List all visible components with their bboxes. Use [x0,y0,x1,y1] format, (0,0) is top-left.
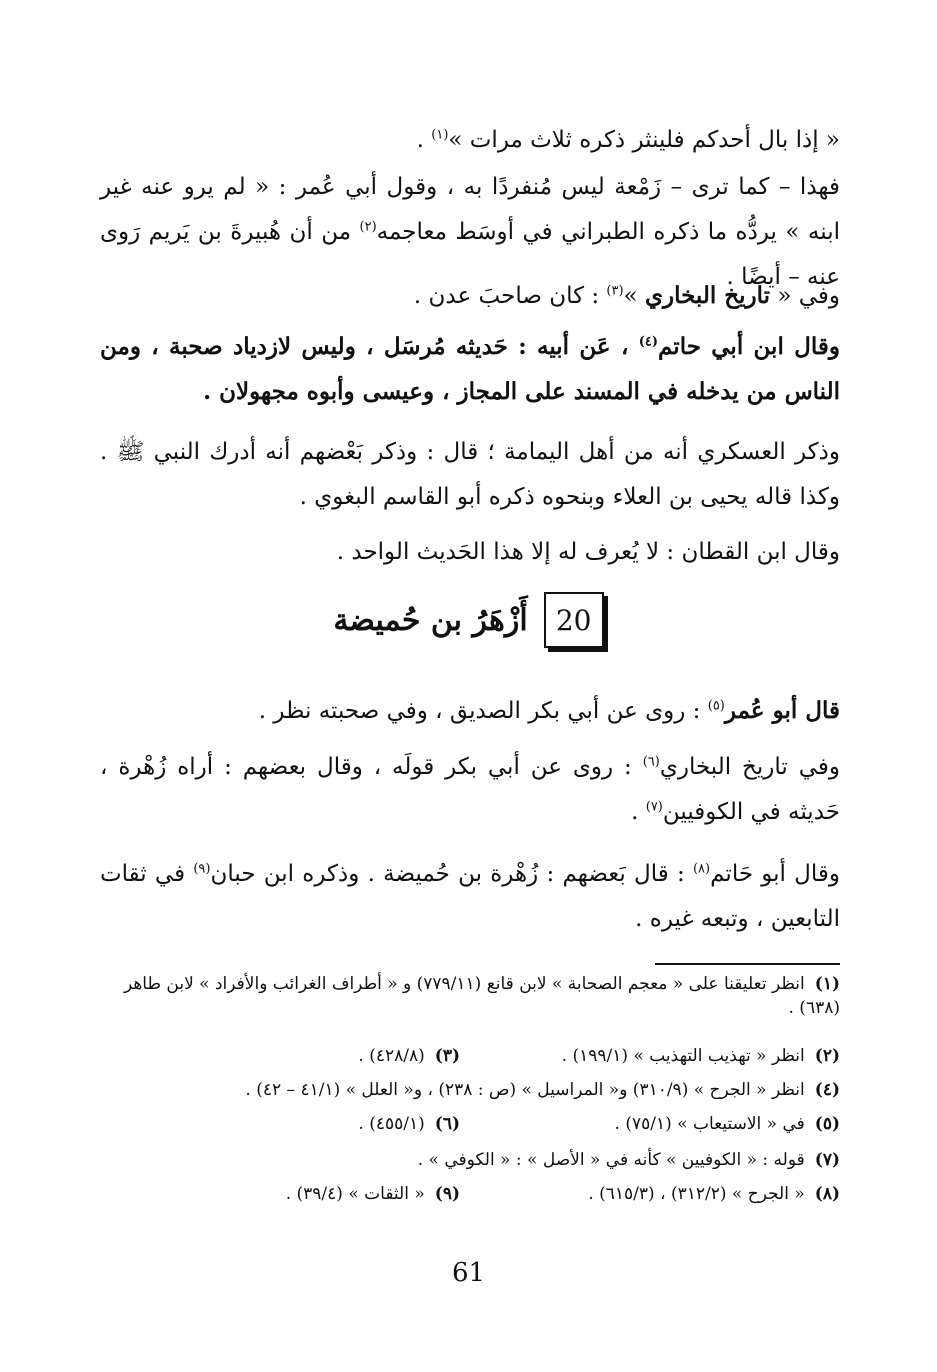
text: من أن هُبيرةَ بن يَريم رَوى عنه – أيضًا . [100,219,840,290]
footnote-number: (٩) [434,1184,460,1204]
footnote-text: في « الاستيعاب » (٧٥/١) . [614,1114,805,1134]
text: : كان صاحبَ عدن . [413,283,607,309]
footnote-4 [100,1078,840,1102]
footnote-text: « الثقات » (٣٩/٤) . [285,1184,425,1204]
footnote-ref[interactable]: (٩) [193,861,211,877]
text: « إذا بال أحدكم فلينثر ذكره ثلاث مرات » [448,127,840,153]
paragraph-1 [100,118,840,163]
text: ، عَن أبيه : حَديثه مُرسَل ، وليس لازدياد صحبة ، ومن الناس من يدخله في المسند على المجاز ، وعيسى وأبوه مجهولان . [100,333,840,405]
footnote-text: انظر « الجرح » (٣١٠/٩) و« المراسيل » (ص : ٢٣٨) ، و« العلل » (٤١/١ – ٤٢) . [245,1080,805,1100]
footnote-number: (٥) [814,1114,840,1134]
text: . [416,127,432,153]
paragraph-4 [100,324,840,414]
entry-number: 20 [555,603,592,637]
text: » [623,283,645,309]
entry-title: أَزْهَرُ بن حُميضة [333,602,528,638]
footnote-number: (٢) [814,1046,840,1066]
footnote-number: (٨) [814,1184,840,1204]
entry-number-box [544,592,604,648]
text: في ثقات التابعين ، وتبعه غيره . [100,861,840,932]
footnote-row-2-3 [100,1044,840,1068]
footnote-ref[interactable]: (٨) [692,861,711,877]
text: : قال بَعضهم : زُهْرة بن حُميضة . وذكره ابن حبان [210,861,693,887]
footnote-ref[interactable]: (١) [431,127,449,143]
text: : روى عن أبي بكر قولَه ، وقال بعضهم : أراه زُهْرة ، حَديثه في الكوفيين [100,754,840,825]
paragraph-8 [100,745,840,835]
footnote-divider [655,963,840,965]
footnote-text: انظر « تهذيب التهذيب » (١٩٩/١) . [561,1046,805,1066]
paragraph-5 [100,430,840,520]
footnote-7 [100,1148,840,1172]
footnote-text: (٤٥٥/١) . [358,1114,425,1134]
footnote-ref[interactable]: (٤) [638,334,658,350]
footnote-ref[interactable]: (٦) [642,754,660,770]
footnote-number: (٦) [434,1114,460,1134]
footnote-number: (٧) [814,1150,840,1170]
footnote-row-5-6 [100,1112,840,1136]
footnote-ref[interactable]: (٥) [707,698,725,714]
paragraph-6 [100,530,840,575]
footnote-number: (١) [814,974,840,994]
text: وفي « [770,283,840,309]
paragraph-9 [100,852,840,942]
footnote-ref[interactable]: (٣) [606,283,624,299]
paragraph-3 [100,273,840,319]
text: وفي تاريخ البخاري [659,754,840,780]
page-number: 61 [451,1258,486,1288]
text: : روى عن أبي بكر الصديق ، وفي صحبته نظر . [258,698,708,724]
footnote-text: قوله : « الكوفيين » كأنه في « الأصل » : « الكوفي » . [417,1150,805,1170]
footnote-ref[interactable]: (٢) [359,219,377,235]
text: قال أبو عُمر [724,697,840,724]
footnote-text: انظر تعليقنا على « معجم الصحابة » لابن قانع (٧٧٩/١١) و « أطراف الغرائب والأفراد » لابن طاهر (٦٣٨) . [123,974,840,1018]
text: وذكر العسكري أنه من أهل اليمامة ؛ قال : وذكر بَعْضهم أنه أدرك النبي ﷺ . وكذا قاله يحيى بن العلاء وبنحوه ذكره أبو القاسم البغوي . [100,439,840,510]
footnote-row-8-9 [100,1182,840,1206]
text: . [631,799,646,825]
text: فهذا – كما ترى – زَمْعة ليس مُنفردًا به ، وقول أبي عُمر : « لم يرو عنه غير ابنه » يردُّه ما ذكره الطبراني في أوسَط معاجمه [100,174,840,245]
text: وقال ابن القطان : لا يُعرف له إلا هذا الحَديث الواحد . [336,539,840,565]
footnote-number: (٤) [814,1080,840,1100]
footnote-text: « الجرح » (٣١٢/٢) ، (٦١٥/٣) . [588,1184,805,1204]
entry-heading [0,592,937,648]
footnote-number: (٣) [434,1046,460,1066]
paragraph-7 [100,688,840,734]
text: وقال ابن أبي حاتم [658,333,840,360]
text: وقال أبو حَاتم [710,861,841,887]
book-title: تاريخ البخاري [644,282,771,309]
footnote-ref[interactable]: (٧) [645,799,663,815]
footnote-1 [100,972,840,1020]
footnote-text: (٤٢٨/٨) . [358,1046,425,1066]
